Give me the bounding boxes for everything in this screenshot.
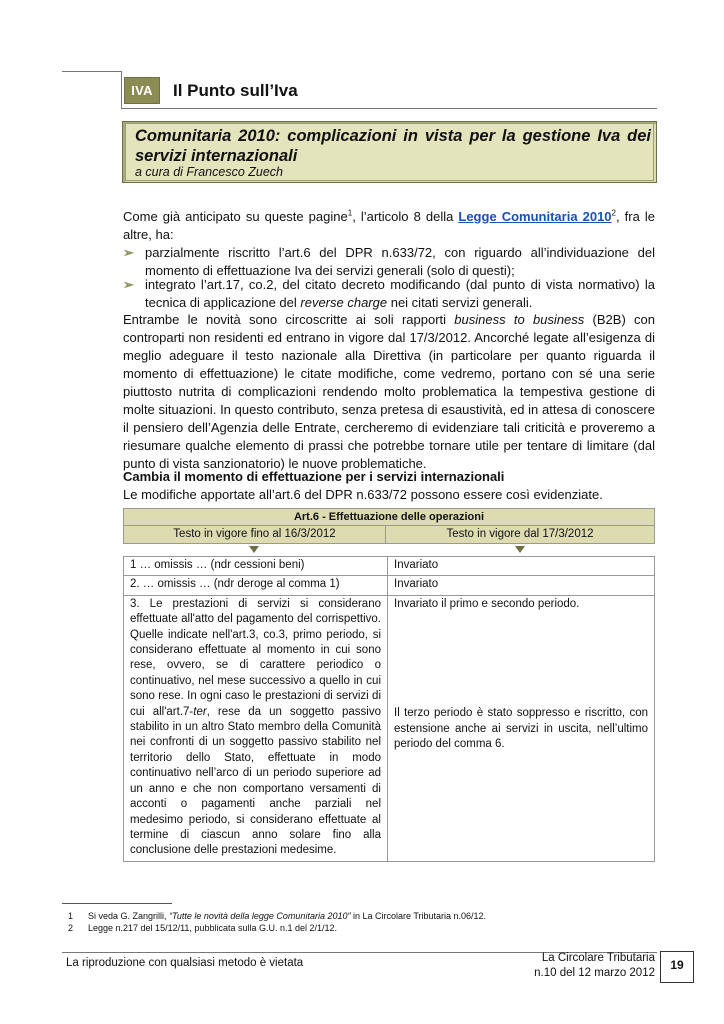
column-header-right: Testo in vigore dal 17/3/2012	[386, 526, 655, 544]
header-underline	[122, 108, 657, 109]
table-cell: Invariato	[388, 557, 655, 576]
article-byline: a cura di Francesco Zuech	[135, 165, 283, 179]
arrow-bullet-icon: ➢	[123, 277, 134, 292]
table-cell: 2. … omissis … (ndr deroge al comma 1)	[124, 576, 388, 595]
body-paragraph: Entrambe le novità sono circoscritte ai soli rapporti business to business (B2B) con controparti non residenti ed entrano in vigore dal 17/3/2012. Ancorché legate all’esigenza di meglio adeguare il testo nazionale alla Direttiva (in particolare per quanto riguarda il momento di effettuazione) le citate modifiche, come vedremo, portano con sé una serie piuttosto nutrita di complicazioni rendendo molto problematica la tempestiva gestione di molte situazioni. In questo contributo, senza pretesa di esaustività, ed in attesa di conoscere il pensiero dell’Agenzia delle Entrate, cercheremo di evidenziare tali criticità e proveremo a riesumare qualche elemento di prassi che potrebbe tornare utile per tentare di limitare (dal punto di vista sanzionatorio) le nuove problematiche.	[123, 312, 655, 471]
table-title: Art.6 - Effettuazione delle operazioni	[123, 508, 655, 526]
down-arrow-icon	[515, 546, 525, 553]
footer-copyright: La riproduzione con qualsiasi metodo è vietata	[66, 957, 304, 969]
row3-right-first: Invariato il primo e secondo periodo.	[394, 597, 580, 610]
row3-right-second: Il terzo periodo è stato soppresso e riscritto, con estensione anche ai servizi in uscita, nell’ultimo periodo del comma 6.	[394, 707, 648, 751]
comparison-table	[123, 556, 655, 862]
arrow-bullet-icon: ➢	[123, 245, 134, 260]
iva-logo: IVA	[124, 77, 160, 104]
subheading-line: Le modifiche apportate all’art.6 del DPR n.633/72 possono essere così evidenziate.	[123, 487, 603, 502]
table-row	[124, 576, 655, 595]
list-item: ➢ parzialmente riscritto l’art.6 del DPR n.633/72, con riguardo all’individuazione del momento di effettuazione Iva dei servizi generali (solo di questi);	[123, 245, 655, 278]
table-cell: 1 … omissis … (ndr cessioni beni)	[124, 557, 388, 576]
legge-comunitaria-link[interactable]: Legge Comunitaria 2010	[458, 209, 612, 224]
column-header-left: Testo in vigore fino al 16/3/2012	[123, 526, 386, 544]
footnote-2: 2 Legge n.217 del 15/12/11, pubblicata sulla G.U. n.1 del 2/1/12.	[68, 923, 338, 933]
subheading: Cambia il momento di effettuazione per i servizi internazionali	[123, 469, 505, 484]
intro-paragraph: Come già anticipato su queste pagine$^1$, l’articolo 8 della Legge Comunitaria 2010$^2$, fra le altre, ha:	[123, 208, 655, 242]
header-divider	[121, 71, 122, 109]
down-arrow-icon	[249, 546, 259, 553]
footnote-ref-2[interactable]: 2	[611, 208, 616, 218]
table-row	[124, 557, 655, 576]
section-title: Il Punto sull’Iva	[173, 81, 298, 100]
page-number: 19	[660, 951, 694, 983]
list-item: ➢ integrato l’art.17, co.2, del citato decreto modificando (dal punto di vista normativo) la tecnica di applicazione del reverse charge nei citati servizi generali.	[123, 277, 655, 310]
footnote-1: 1 Si veda G. Zangrilli, “Tutte le novità della legge Comunitaria 2010” in La Circolare Tributaria n.06/12.	[68, 911, 487, 921]
header-rule	[62, 71, 122, 72]
footnote-ref-1[interactable]: 1	[347, 208, 353, 218]
table-row	[124, 595, 655, 861]
footnote-rule	[62, 903, 172, 904]
table-cell	[388, 595, 655, 861]
table-cell: Invariato	[388, 576, 655, 595]
table-cell: 3. Le prestazioni di servizi si considerano effettuate all'atto del pagamento del corrispettivo. Quelle indicate nell'art.3, co.3, primo periodo, si considerano effettuate al momento in cui sono rese, ovvero, se di carattere periodico o continuativo, nel mese successivo a quello in cui sono rese. In ogni caso le prestazioni di servizi di cui all'art.7-ter, rese da un soggetto passivo stabilito in un altro Stato membro della Comunità nei confronti di un soggetto passivo stabilito nel territorio dello Stato, effettuate in modo continuativo nell’arco di un periodo superiore ad un anno e che non comportano versamenti di acconti o pagamenti anche parziali nel medesimo periodo, si considerano effettuate al termine di ciascun anno solare fino alla conclusione delle prestazioni medesime.	[124, 595, 388, 861]
footer-publication: La Circolare Tributaria n.10 del 12 marzo 2012	[534, 952, 655, 979]
article-title: Comunitaria 2010: complicazioni in vista per la gestione Iva dei servizi internazionali	[135, 127, 651, 165]
